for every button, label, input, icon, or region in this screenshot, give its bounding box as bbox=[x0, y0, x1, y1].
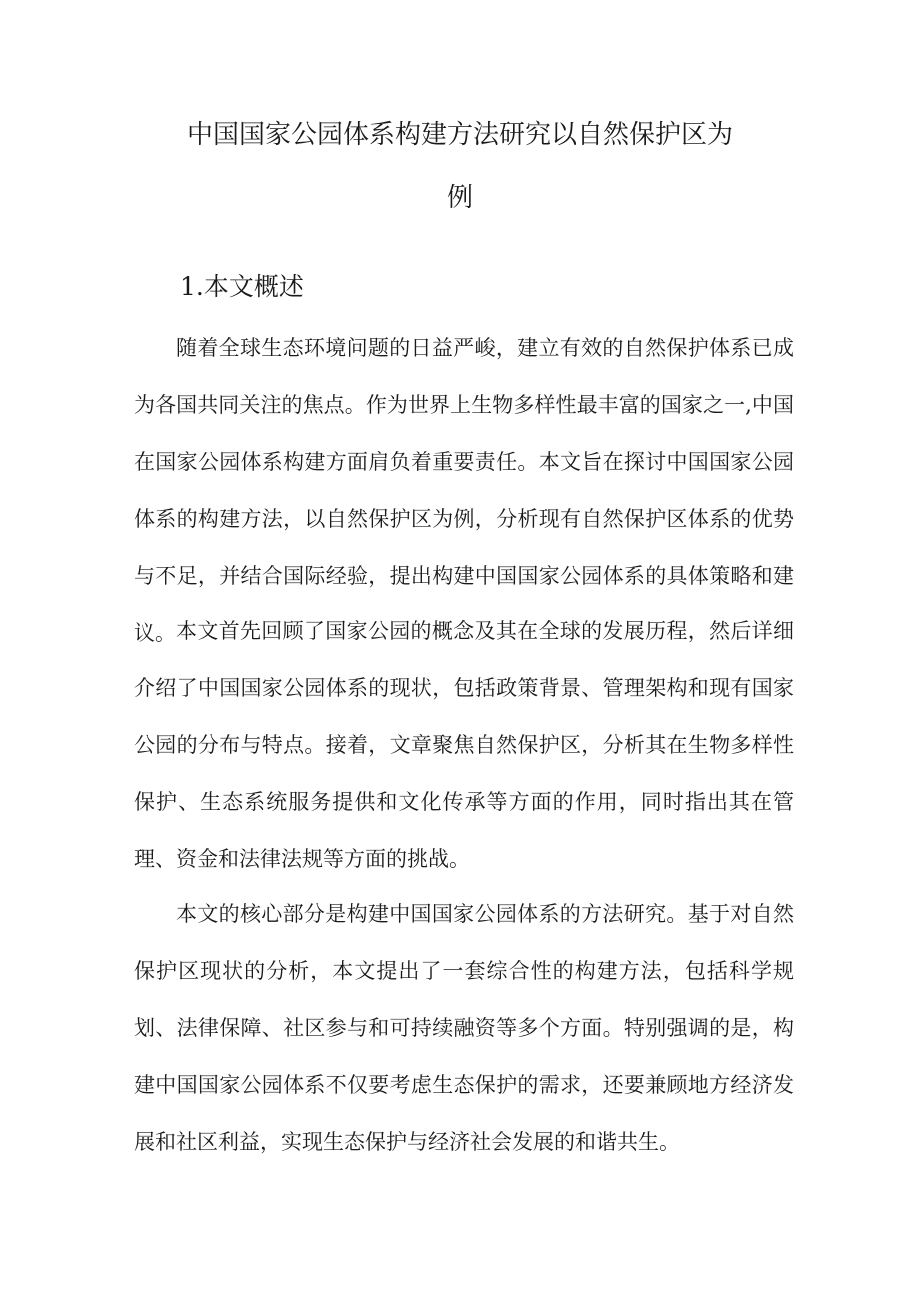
document-title-line-1: 中国国家公园体系构建方法研究以自然保护区为 bbox=[186, 120, 733, 150]
paragraph-3: 本文的核心部分是构建中国国家公园体系的方法研究。基于对自然保护区现状的分析，本文提出了一套综合性的构建方法，包括科学规划、法律保障、社区参与和可持续融资等多个方面。特别强调的是，构建中国国家公园体系不仅要考虑生态保护的需求，还要兼顾地方经济发展和社区利益，实现生态保护与经济社会发展的和谐共生。 bbox=[134, 902, 794, 1154]
paragraph-2: 本文首先回顾了国家公园的概念及其在全球的发展历程，然后详细介绍了中国国家公园体系的现状，包括政策背景、管理架构和现有国家公园的分布与特点。接着，文章聚焦自然保护区，分析其在生物多样性保护、生态系统服务提供和文化传承等方面的作用，同时指出其在管理、资金和法律法规等方面的挑战。 bbox=[134, 619, 794, 871]
document-title-line-2: 例 bbox=[446, 183, 473, 213]
paragraph-1: 随着全球生态环境问题的日益严峻，建立有效的自然保护体系已成为各国共同关注的焦点。作为世界上生物多样性最丰富的国家之一,中国在国家公园体系构建方面肩负着重要责任。本文旨在探讨中国国家公园体系的构建方法，以自然保护区为例，分析现有自然保护区体系的优势与不足，并结合国际经验，提出构建中国国家公园体系的具体策略和建议。 bbox=[134, 336, 794, 645]
section-heading: 1.本文概述 bbox=[180, 272, 304, 301]
